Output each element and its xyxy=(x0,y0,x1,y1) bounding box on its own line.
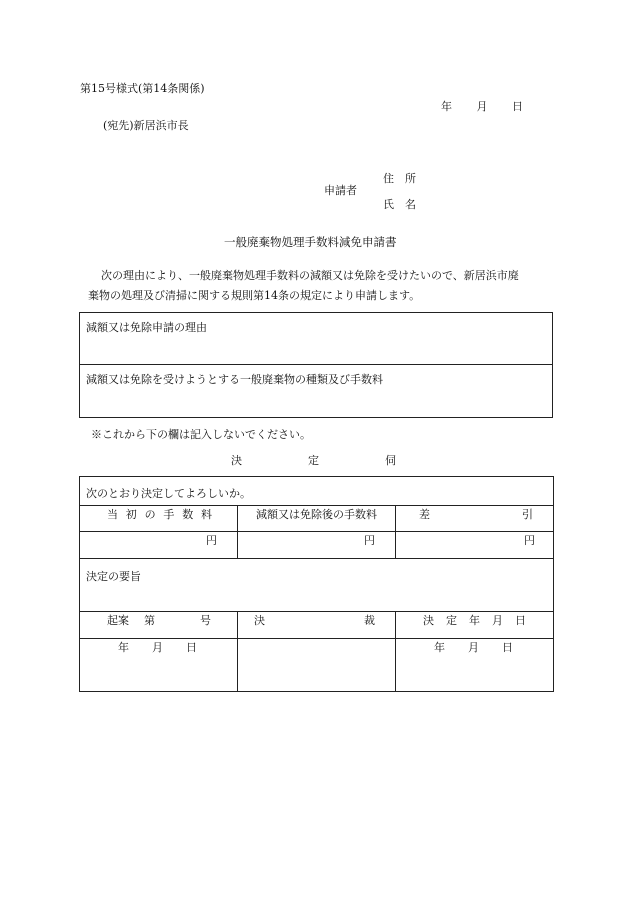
initial-fee-char: 当 xyxy=(107,508,118,521)
waste-fee-field[interactable] xyxy=(80,365,553,418)
office-use-note: ※これから下の欄は記入しないでください。 xyxy=(91,428,311,441)
decision-heading xyxy=(231,455,396,466)
reduced-fee-label: 減額又は免除後の手数料 xyxy=(256,508,377,521)
decision-heading-char: 決 xyxy=(231,454,242,467)
draft-number-header xyxy=(80,612,238,639)
decision-date-char: 月 xyxy=(492,614,503,627)
difference-char: 差 xyxy=(419,508,430,521)
decision-date-char: 定 xyxy=(446,614,457,627)
difference-header xyxy=(396,506,554,532)
applicant-label: 申請者 xyxy=(324,184,357,197)
body-text-line2: 棄物の処理及び清掃に関する規則第14条の規定により申請します。 xyxy=(88,289,421,302)
decision-date-field[interactable] xyxy=(396,639,554,692)
address-label: 住 所 xyxy=(383,172,416,185)
decision-gist-label: 決定の要旨 xyxy=(86,570,141,583)
difference-amount[interactable] xyxy=(396,532,554,559)
waste-fee-label: 減額又は免除を受けようとする一般廃棄物の種類及び手数料 xyxy=(86,373,383,386)
approval-char: 決 xyxy=(254,614,265,627)
draft-go-label: 号 xyxy=(200,614,211,627)
date-day: 日 xyxy=(502,641,513,654)
draft-no-label: 第 xyxy=(144,614,155,627)
date-day: 日 xyxy=(186,641,197,654)
decision-date-char: 年 xyxy=(469,614,480,627)
initial-fee-char: 初 xyxy=(125,508,137,521)
decision-date-char: 決 xyxy=(423,614,434,627)
reason-field[interactable] xyxy=(80,313,553,365)
decision-intro-cell xyxy=(80,477,554,506)
approval-char: 裁 xyxy=(364,614,375,627)
draft-date-field[interactable] xyxy=(80,639,238,692)
name-label: 氏 名 xyxy=(383,198,416,211)
reduced-fee-header xyxy=(238,506,396,532)
decision-date-header xyxy=(396,612,554,639)
decision-intro: 次のとおり決定してよろしいか。 xyxy=(86,487,251,500)
date-year: 年 xyxy=(118,641,129,654)
initial-fee-char: 手 xyxy=(163,508,175,521)
difference-char: 引 xyxy=(522,508,534,521)
initial-fee-char: 料 xyxy=(200,508,212,521)
draft-label: 起案 xyxy=(107,614,129,627)
yen-unit: 円 xyxy=(364,534,375,547)
yen-unit: 円 xyxy=(206,534,217,547)
date-month: 月 xyxy=(476,100,488,113)
document-title: 一般廃棄物処理手数料減免申請書 xyxy=(224,235,397,249)
decision-heading-char: 伺 xyxy=(385,454,396,467)
approval-header xyxy=(238,612,396,639)
body-text-line1: 次の理由により、一般廃棄物処理手数料の減額又は免除を受けたいので、新居浜市廃 xyxy=(101,269,519,282)
date-year: 年 xyxy=(434,641,445,654)
reduced-fee-amount[interactable] xyxy=(238,532,396,559)
form-number: 第15号様式(第14条関係) xyxy=(80,82,205,95)
approval-field[interactable] xyxy=(238,639,396,692)
decision-heading-char: 定 xyxy=(308,454,319,467)
date-month: 月 xyxy=(152,641,163,654)
date-month: 月 xyxy=(468,641,479,654)
initial-fee-char: の xyxy=(144,508,156,521)
reason-label: 減額又は免除申請の理由 xyxy=(86,321,207,334)
application-table xyxy=(79,312,553,418)
application-date xyxy=(441,101,523,112)
initial-fee-char: 数 xyxy=(182,508,194,521)
decision-table xyxy=(79,476,554,692)
yen-unit: 円 xyxy=(524,534,536,547)
initial-fee-header xyxy=(80,506,238,532)
decision-gist-field[interactable] xyxy=(80,559,554,612)
addressee: (宛先)新居浜市長 xyxy=(103,119,189,132)
initial-fee-amount[interactable] xyxy=(80,532,238,559)
decision-date-char: 日 xyxy=(515,614,526,627)
date-day: 日 xyxy=(512,100,523,113)
date-year: 年 xyxy=(441,100,452,113)
